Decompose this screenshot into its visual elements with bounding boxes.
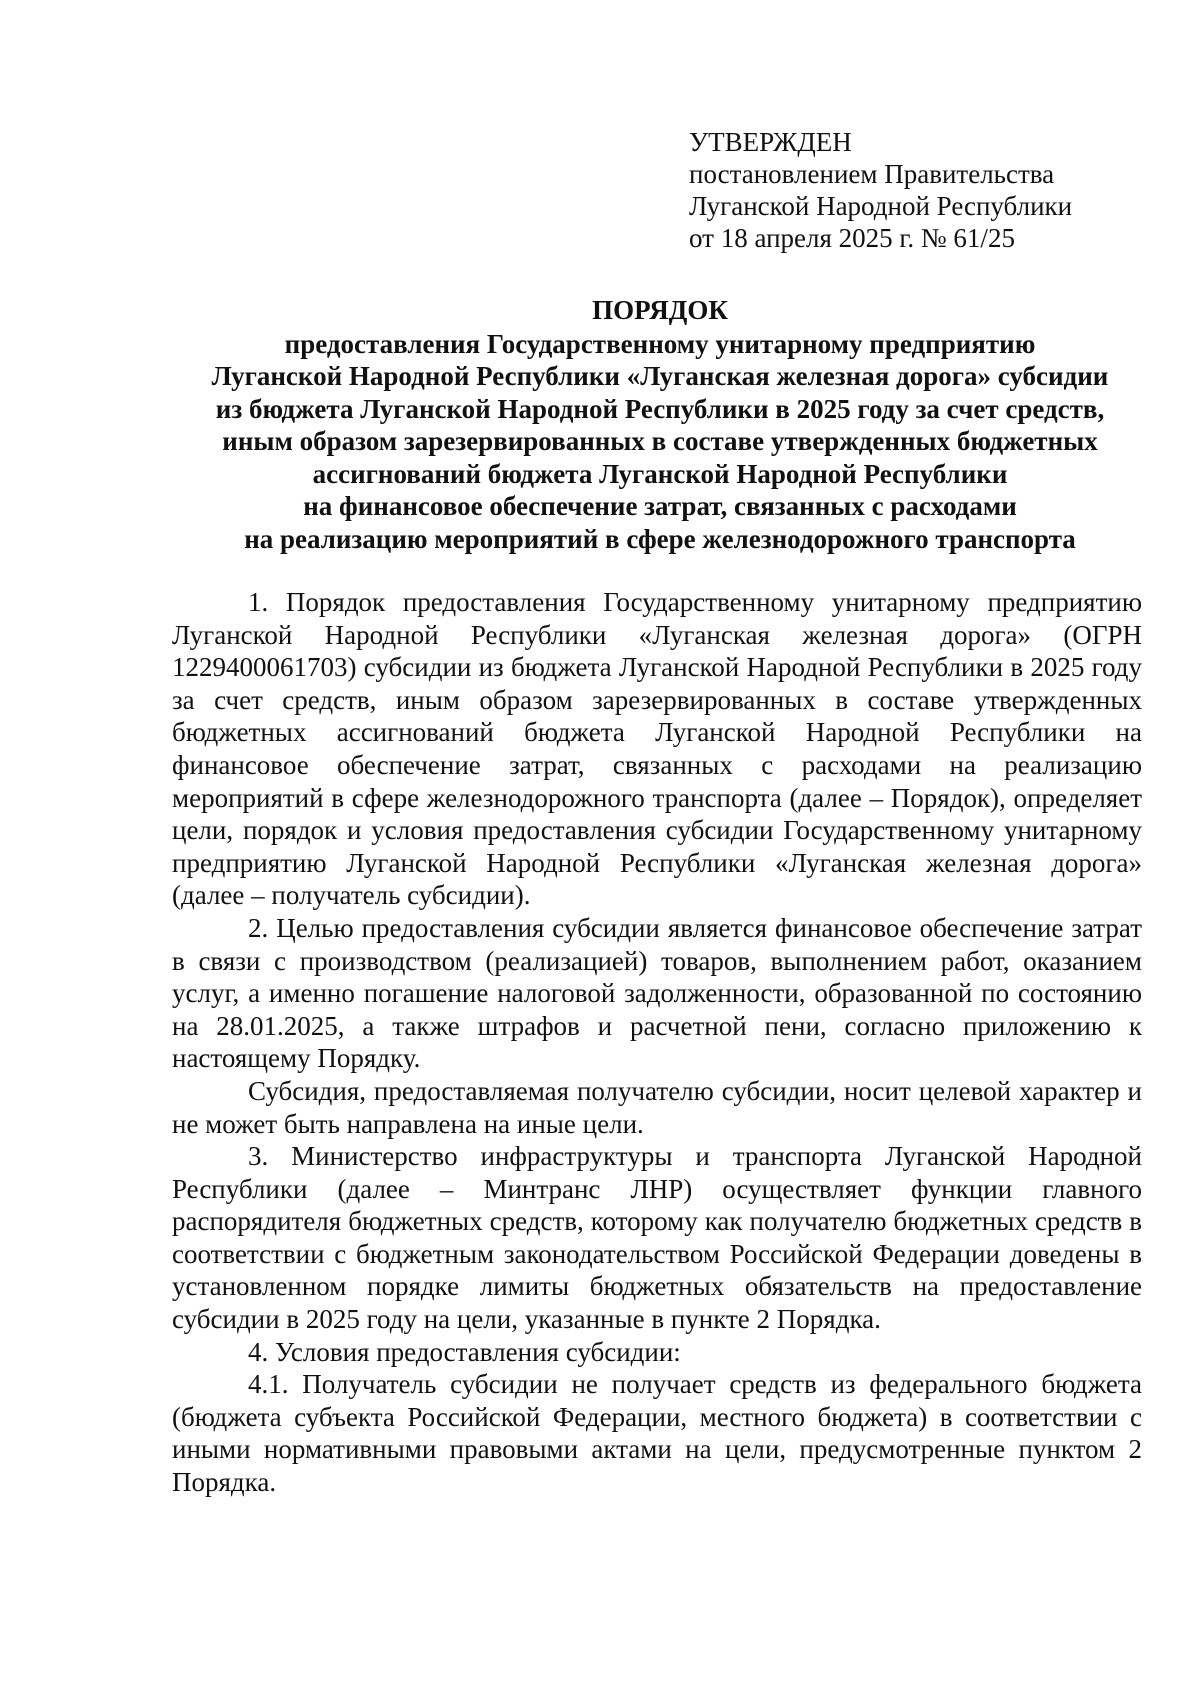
title-line: на реализацию мероприятий в сфере железнодорожного транспорта xyxy=(244,523,1076,554)
document-body xyxy=(172,586,1142,1499)
title-line: Луганской Народной Республики «Луганская железная дорога» субсидии xyxy=(211,361,1109,391)
document-title xyxy=(150,294,1170,555)
document-heading: ПОРЯДОК xyxy=(592,295,728,325)
paragraph-4: 4. Условия предоставления субсидии: xyxy=(248,1336,681,1367)
approval-resolution: постановлением Правительства xyxy=(689,159,1055,189)
approval-heading: УТВЕРЖДЕН xyxy=(689,127,852,157)
title-line: на финансовое обеспечение затрат, связанных с расходами xyxy=(303,491,1017,521)
paragraph-4-1: 4.1. Получатель субсидии не получает средств из федерального бюджета (бюджета субъекта Российской Федерации, местного бюджета) в соответствии с иными нормативными правовыми актами на цели, предусмотренные пунктом 2 Порядка. xyxy=(172,1369,1142,1498)
paragraph-2: 2. Целью предоставления субсидии является финансовое обеспечение затрат в связи с производством (реализацией) товаров, выполнением работ, оказанием услуг, а именно погашение налоговой задолженности, образованной по состоянию на 28.01.2025, а также штрафов и расчетной пени, согласно приложению к настоящему Порядку. xyxy=(172,912,1142,1074)
title-line: иным образом зарезервированных в составе утвержденных бюджетных xyxy=(222,426,1098,456)
title-line: предоставления Государственному унитарному предприятию xyxy=(284,328,1036,359)
title-line: из бюджета Луганской Народной Республики в 2025 году за счет средств, xyxy=(215,393,1105,424)
approval-government: Луганской Народной Республики xyxy=(689,191,1073,221)
approval-date-number: от 18 апреля 2025 г. № 61/25 xyxy=(689,223,1015,253)
paragraph-2-subsidy-purpose: Субсидия, предоставляемая получателю субсидии, носит целевой характер и не может быть направлена на иные цели. xyxy=(172,1075,1142,1139)
paragraph-3: 3. Министерство инфраструктуры и транспорта Луганской Народной Республики (далее – Минтранс ЛНР) осуществляет функции главного распорядителя бюджетных средств, которому как получателю бюджетных средств в соответствии с бюджетным законодательством Российской Федерации доведены в установленном порядке лимиты бюджетных обязательств на предоставление субсидии в 2025 году на цели, указанные в пункте 2 Порядка. xyxy=(172,1141,1142,1335)
approval-stamp xyxy=(689,126,1139,254)
paragraph-1: 1. Порядок предоставления Государственному унитарному предприятию Луганской Народной Республики «Луганская железная дорога» (ОГРН 1229400061703) субсидии из бюджета Луганской Народной Республики в 2025 году за счет средств, иным образом зарезервированных в составе утвержденных бюджетных ассигнований бюджета Луганской Народной Республики на финансовое обеспечение затрат, связанных с расходами на реализацию мероприятий в сфере железнодорожного транспорта (далее – Порядок), определяет цели, порядок и условия предоставления субсидии Государственному унитарному предприятию Луганской Народной Республики «Луганская железная дорога» (далее – получатель субсидии). xyxy=(172,587,1142,911)
title-line: ассигнований бюджета Луганской Народной Республики xyxy=(312,458,1008,489)
